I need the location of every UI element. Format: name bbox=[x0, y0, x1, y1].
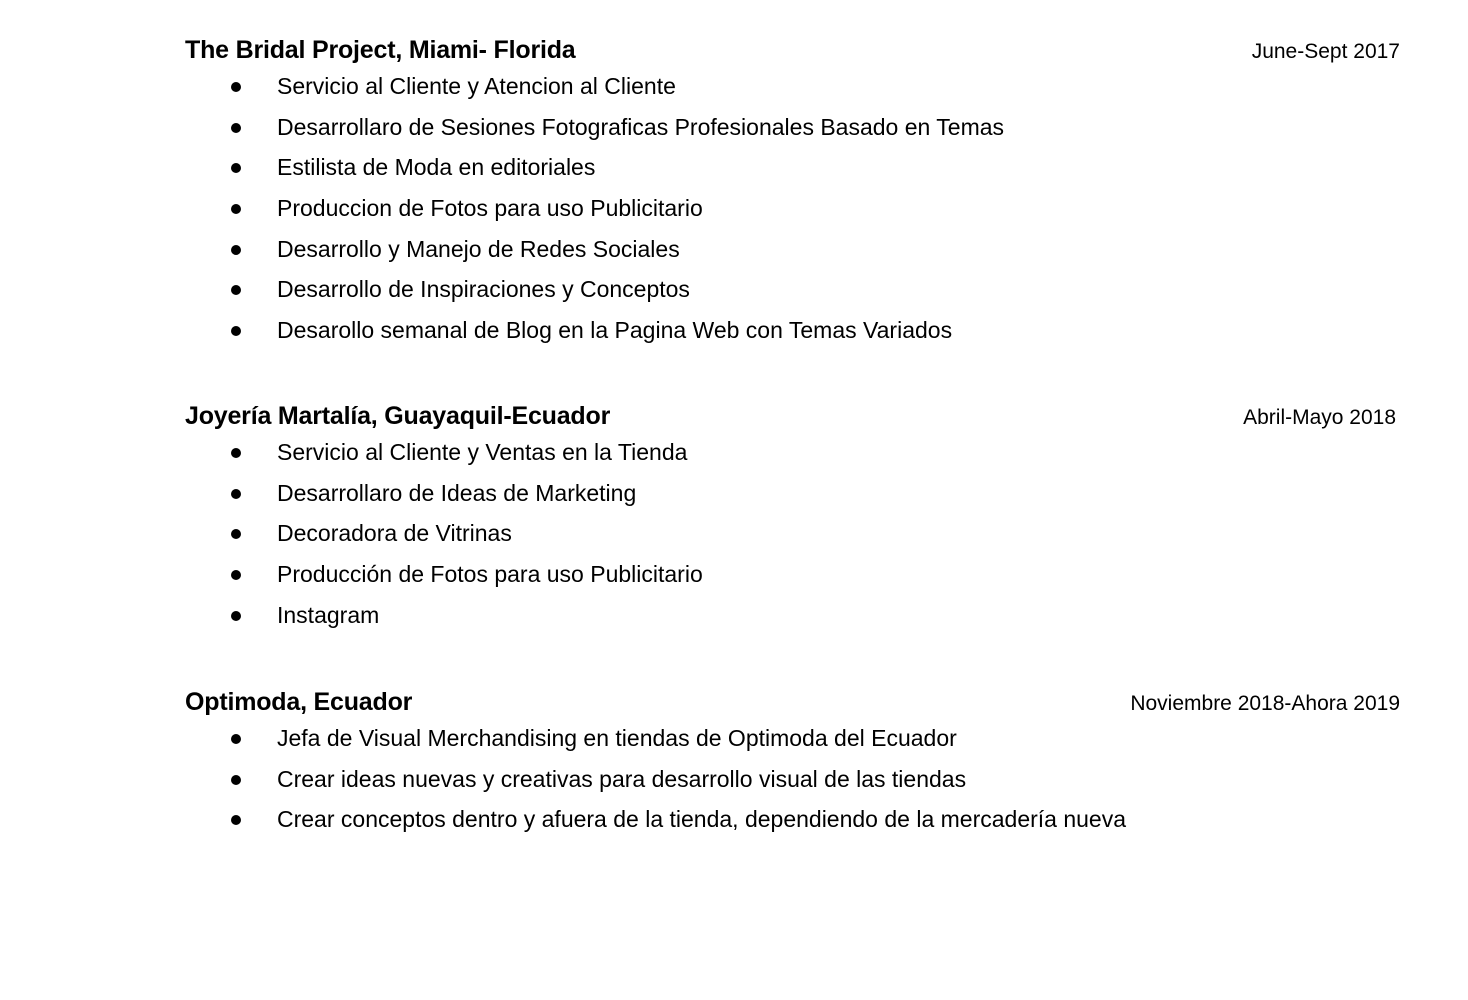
duty-item bbox=[185, 554, 1400, 595]
duty-item bbox=[185, 229, 1400, 270]
bullet-icon bbox=[231, 448, 241, 458]
bullet-icon bbox=[231, 611, 241, 621]
duty-list bbox=[185, 432, 1400, 635]
duty-item bbox=[185, 473, 1400, 514]
bullet-icon bbox=[231, 163, 241, 173]
job-header bbox=[185, 36, 1400, 70]
bullet-icon bbox=[231, 326, 241, 336]
duty-text: Desarrollaro de Ideas de Marketing bbox=[277, 479, 637, 506]
duty-item bbox=[185, 310, 1400, 351]
duty-item bbox=[185, 107, 1400, 148]
duty-text: Crear ideas nuevas y creativas para desarrollo visual de las tiendas bbox=[277, 765, 967, 792]
job-entry-bridal-project bbox=[185, 36, 1400, 355]
duty-item bbox=[185, 759, 1400, 800]
job-entry-optimoda bbox=[185, 688, 1400, 844]
bullet-icon bbox=[231, 734, 241, 744]
duty-item bbox=[185, 799, 1400, 840]
job-dates: Noviembre 2018-Ahora 2019 bbox=[1130, 692, 1400, 715]
bullet-icon bbox=[231, 204, 241, 214]
duty-list bbox=[185, 66, 1400, 351]
bullet-icon bbox=[231, 245, 241, 255]
duty-text: Producción de Fotos para uso Publicitario bbox=[277, 561, 703, 588]
bullet-icon bbox=[231, 570, 241, 580]
job-dates: June-Sept 2017 bbox=[1251, 40, 1400, 63]
job-header bbox=[185, 402, 1400, 436]
company-name: The Bridal Project, Miami- Florida bbox=[185, 36, 576, 64]
job-dates: Abril-Mayo 2018 bbox=[1243, 406, 1396, 429]
duty-text: Servicio al Cliente y Ventas en la Tienda bbox=[277, 439, 688, 465]
duty-text: Estilista de Moda en editoriales bbox=[277, 154, 596, 181]
company-name: Optimoda, Ecuador bbox=[185, 688, 413, 716]
duty-text: Desarollo semanal de Blog en la Pagina Web con Temas Variados bbox=[277, 317, 953, 344]
duty-text: Jefa de Visual Merchandising en tiendas de Optimoda del Ecuador bbox=[277, 725, 957, 751]
duty-item bbox=[185, 188, 1400, 229]
duty-list bbox=[185, 718, 1400, 840]
duty-item bbox=[185, 269, 1400, 310]
bullet-icon bbox=[231, 775, 241, 785]
bullet-icon bbox=[231, 82, 241, 92]
duty-item bbox=[185, 513, 1400, 554]
duty-text: Instagram bbox=[277, 601, 380, 628]
bullet-icon bbox=[231, 285, 241, 295]
duty-text: Desarrollaro de Sesiones Fotograficas Profesionales Basado en Temas bbox=[277, 113, 1005, 140]
bullet-icon bbox=[231, 529, 241, 539]
duty-text: Decoradora de Vitrinas bbox=[277, 520, 512, 547]
duty-text: Desarrollo y Manejo de Redes Sociales bbox=[277, 235, 680, 262]
bullet-icon bbox=[231, 815, 241, 825]
duty-text: Produccion de Fotos para uso Publicitario bbox=[277, 195, 703, 222]
company-name: Joyería Martalía, Guayaquil-Ecuador bbox=[185, 402, 611, 430]
duty-item bbox=[185, 595, 1400, 636]
job-entry-joyeria-martalia bbox=[185, 402, 1400, 639]
duty-text: Desarrollo de Inspiraciones y Conceptos bbox=[277, 276, 690, 303]
bullet-icon bbox=[231, 489, 241, 499]
duty-item bbox=[185, 147, 1400, 188]
duty-item bbox=[185, 66, 1400, 107]
job-header bbox=[185, 688, 1400, 722]
duty-text: Servicio al Cliente y Atencion al Cliente bbox=[277, 73, 676, 99]
duty-item bbox=[185, 432, 1400, 473]
duty-text: Crear conceptos dentro y afuera de la tienda, dependiendo de la mercadería nueva bbox=[277, 806, 1127, 833]
duty-item bbox=[185, 718, 1400, 759]
bullet-icon bbox=[231, 123, 241, 133]
